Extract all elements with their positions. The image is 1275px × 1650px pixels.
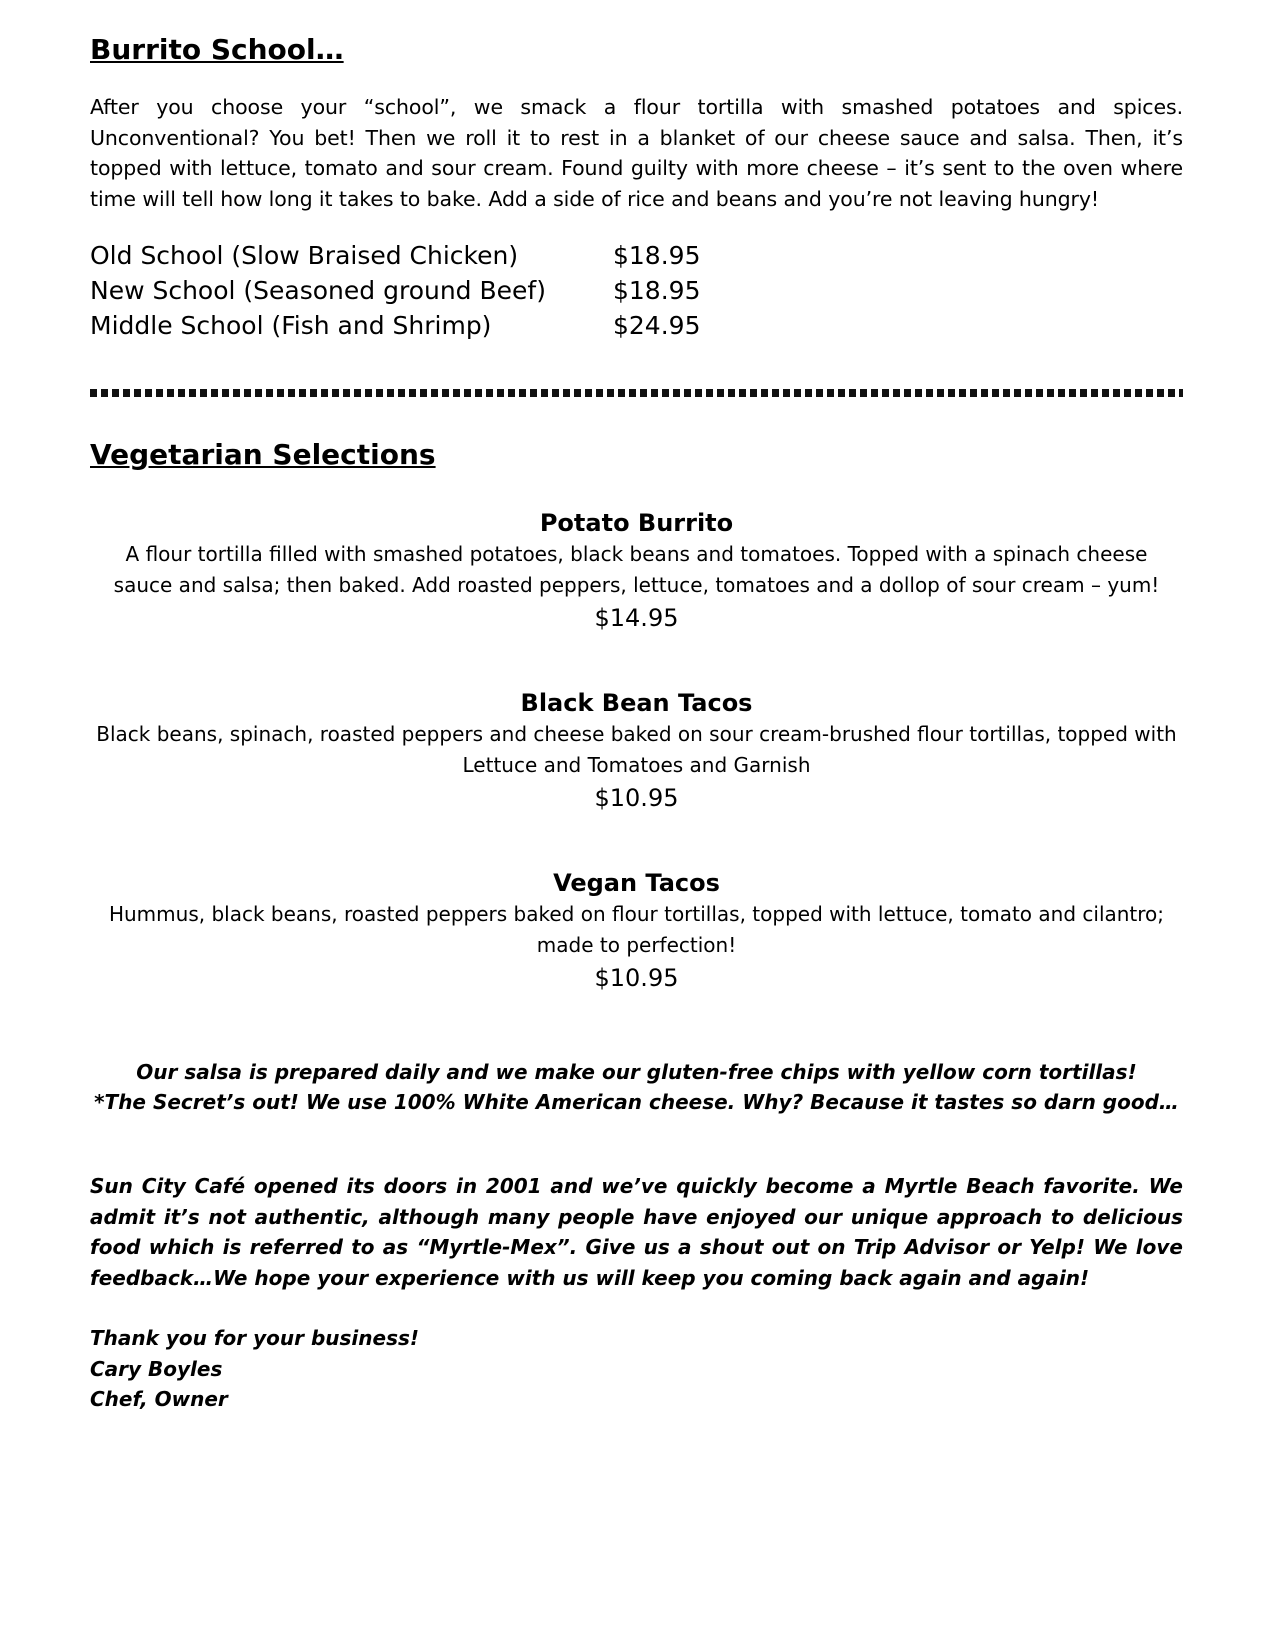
salsa-cheese-note — [90, 1057, 1183, 1117]
burrito-description: After you choose your “school”, we smack a flour tortilla with smashed potatoes and spices. Unconventional? You bet! Then we roll it to rest in a blanket of our cheese sauce and salsa. Then, it’s topped with lettuce, tomato and sour cream. Found guilty with more cheese – it’s sent to the oven where time will tell how long it takes to bake. Add a side of rice and beans and you’re not leaving hungry! — [90, 95, 1183, 211]
item-name: New School (Seasoned ground Beef) — [90, 276, 546, 305]
item-description-line: Black beans, spinach, roasted peppers and cheese baked on sour cream-brushed flour tortillas, topped with — [96, 722, 1177, 746]
note-line: Our salsa is prepared daily and we make our gluten-free chips with yellow corn tortillas! — [136, 1060, 1137, 1084]
item-price: $18.95 — [613, 276, 701, 305]
thank-you-line: Thank you for your business! — [90, 1326, 420, 1350]
menu-item-black-bean-tacos — [82, 687, 1191, 815]
menu-item-old-school — [90, 238, 1183, 273]
owner-name: Cary Boyles — [90, 1356, 223, 1381]
menu-item-new-school — [90, 273, 1183, 308]
item-price: $14.95 — [594, 604, 679, 632]
owner-role: Chef, Owner — [90, 1387, 228, 1411]
menu-item-vegan-tacos — [82, 867, 1191, 995]
signoff — [90, 1323, 1183, 1415]
menu-page — [90, 30, 1183, 1415]
vegetarian-section-title: Vegetarian Selections — [90, 438, 436, 471]
section-divider — [90, 389, 1183, 397]
item-price: $10.95 — [594, 784, 679, 812]
restaurant-story: Sun City Café opened its doors in 2001 and we’ve quickly become a Myrtle Beach favorite. We admit it’s not authentic, although many people have enjoyed our unique approach to delicious food which is referred to as “Myrtle-Mex”. Give us a shout out on Trip Advisor or Yelp! We love feedback…We hope your experience with us will keep you coming back again and again! — [90, 1174, 1183, 1290]
item-description-line: made to perfection! — [536, 933, 737, 957]
item-name: Vegan Tacos — [553, 869, 720, 897]
item-description-line: A flour tortilla filled with smashed potatoes, black beans and tomatoes. Topped with a spinach cheese — [125, 542, 1148, 566]
item-description-line: Lettuce and Tomatoes and Garnish — [462, 753, 811, 777]
burrito-section-title: Burrito School… — [90, 33, 344, 66]
item-name: Potato Burrito — [539, 509, 734, 537]
item-price: $18.95 — [613, 241, 701, 270]
burrito-price-list — [90, 238, 1183, 343]
item-price: $24.95 — [613, 311, 701, 340]
item-description-line: Hummus, black beans, roasted peppers baked on flour tortillas, topped with lettuce, tomato and cilantro; — [108, 902, 1165, 926]
item-name: Old School (Slow Braised Chicken) — [90, 241, 519, 270]
item-name: Black Bean Tacos — [520, 689, 753, 717]
note-line: *The Secret’s out! We use 100% White American cheese. Why? Because it tastes so darn good… — [94, 1090, 1179, 1114]
item-name: Middle School (Fish and Shrimp) — [90, 311, 492, 340]
item-description-line: sauce and salsa; then baked. Add roasted peppers, lettuce, tomatoes and a dollop of sour cream – yum! — [113, 573, 1160, 597]
menu-item-potato-burrito — [82, 507, 1191, 635]
item-price: $10.95 — [594, 964, 679, 992]
menu-item-middle-school — [90, 308, 1183, 343]
